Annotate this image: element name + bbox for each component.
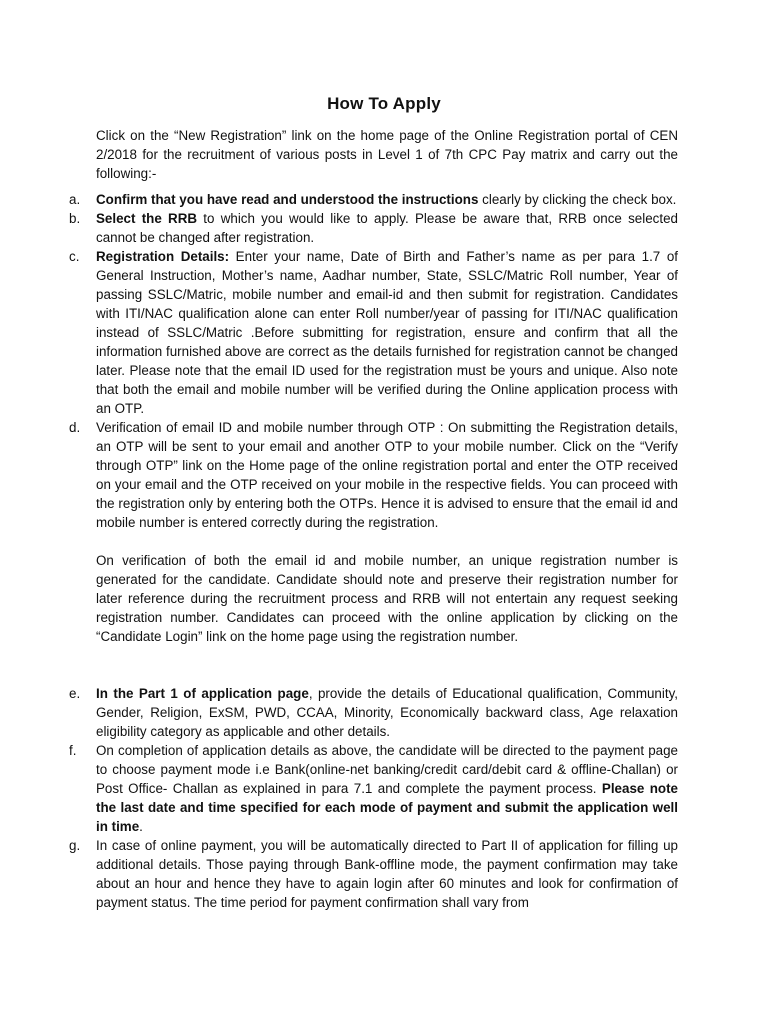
intro-paragraph: Click on the “New Registration” link on the home page of the Online Registration portal of CEN 2/2018 for the recruitment of various posts in Level 1 of 7th CPC Pay matrix and carry out the following:- <box>96 128 678 181</box>
item-text-continued: On verification of both the email id and mobile number, an unique registration number is generated for the candidate. Candidate should note and preserve their registration number for later reference during the recruitment process and RRB will not entertain any request seeking registration number. Candidates can proceed with the online application by clicking on the “Candidate Login” link on the home page using the registration number. <box>96 553 678 644</box>
instructions-list <box>0 190 768 912</box>
list-item-a <box>0 190 678 209</box>
item-text-end: . <box>139 819 143 834</box>
list-marker: e. <box>69 686 81 701</box>
item-text: , provide the details of Educational qualification, Community, Gender, Religion, ExSM, PWD, CCAA, Minority, Economically backward class, Age relaxation eligibility category as applicable and other details. <box>96 686 678 739</box>
page-title: How To Apply <box>327 94 441 113</box>
list-marker: d. <box>69 420 81 435</box>
list-item-c <box>0 247 678 418</box>
list-marker: g. <box>69 838 81 853</box>
item-text: In case of online payment, you will be automatically directed to Part II of application for filling up additional details. Those paying through Bank-offline mode, the payment confirmation may take about an hour and hence they have to again login after 60 minutes and look for confirmation of payment status. The time period for payment confirmation shall vary from <box>96 838 678 910</box>
item-bold-text: Registration Details: <box>96 249 230 264</box>
list-item-b <box>0 209 678 247</box>
item-bold-text: In the Part 1 of application page <box>96 686 309 701</box>
list-marker: f. <box>69 743 77 758</box>
list-item-d <box>0 418 678 646</box>
list-item-g <box>0 836 678 912</box>
list-item-e <box>0 684 678 741</box>
list-marker: b. <box>69 211 81 226</box>
item-text: Enter your name, Date of Birth and Father’s name as per para 1.7 of General Instruction, Mother’s name, Aadhar number, State, SSLC/Matric Roll number, Year of passing SSLC/Matric, mobile number and email-id and then submit for registration. Candidates with ITI/NAC qualification alone can enter Roll number/year of passing for ITI/NAC qualification instead of SSLC/Matric .Before submitting for registration, ensure and confirm that all the information furnished above are correct as the details furnished for registration cannot be changed later. Please note that the email ID used for the registration must be yours and unique. Also note that both the email and mobile number will be verified during the Online application process with an OTP. <box>96 249 678 416</box>
list-item-f <box>0 741 678 836</box>
item-text: On completion of application details as above, the candidate will be directed to the payment page to choose payment mode i.e Bank(online-net banking/credit card/debit card & offline-Challan) or Post Office- Challan as explained in para 7.1 and complete the payment process. <box>96 743 678 796</box>
list-marker: a. <box>69 192 81 207</box>
item-text: Verification of email ID and mobile number through OTP : On submitting the Registration details, an OTP will be sent to your email and another OTP to your mobile number. Click on the “Verify through OTP” link on the Home page of the online registration portal and enter the OTP received on your email and the OTP received on your mobile in the respective fields. You can proceed with the registration only by entering both the OTPs. Hence it is advised to ensure that the email id and mobile number is entered correctly during the registration. <box>96 420 678 530</box>
list-marker: c. <box>69 249 80 264</box>
item-text: to which you would like to apply. Please be aware that, RRB once selected cannot be changed after registration. <box>96 211 678 245</box>
item-bold-text: Please note the last date and time specified for each mode of payment and submit the application well in time <box>96 781 678 834</box>
section-gap <box>0 646 768 684</box>
item-text: clearly by clicking the check box. <box>478 192 677 207</box>
item-bold-text: Select the RRB <box>96 211 198 226</box>
item-bold-text: Confirm that you have read and understood the instructions <box>96 192 479 207</box>
